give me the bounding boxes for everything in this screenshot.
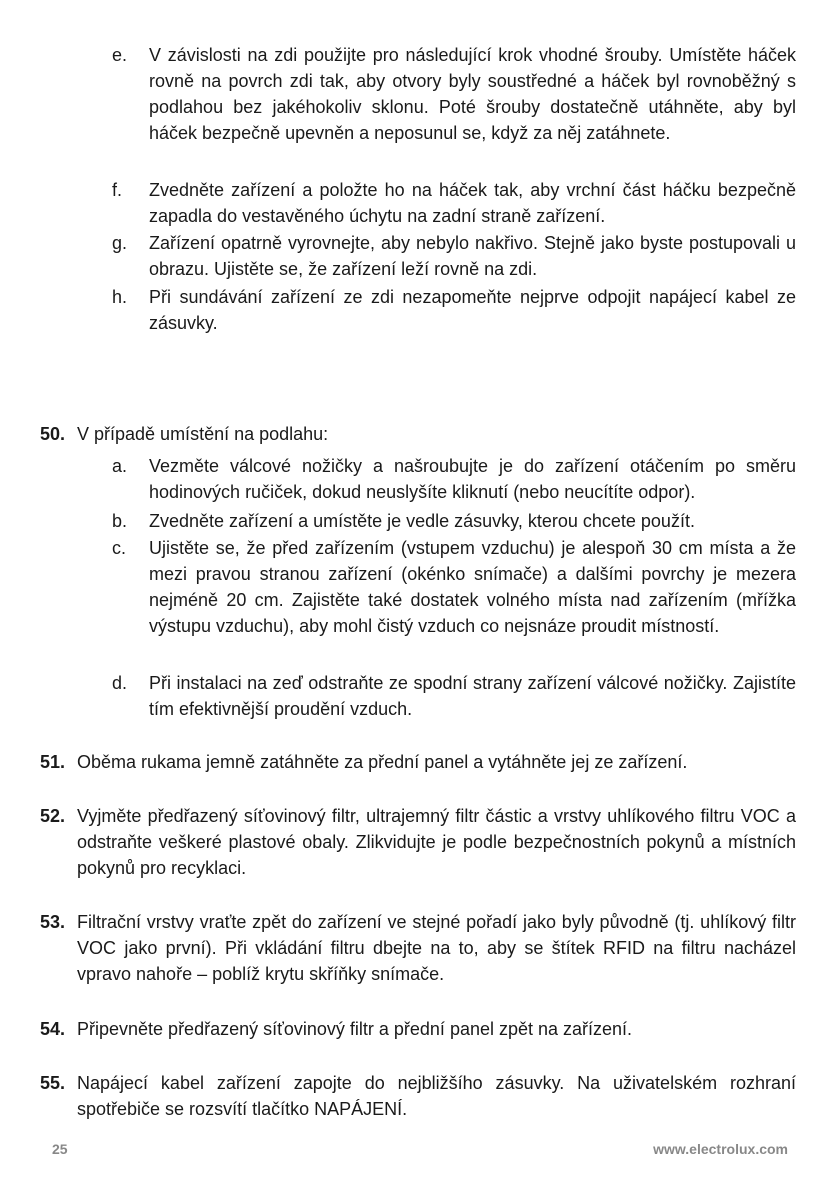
step-text: Napájecí kabel zařízení zapojte do nejbližšího zásuvky. Na uživatelském rozhraní spotřebiče se rozsvítí tlačítko NAPÁJENÍ. xyxy=(77,1073,796,1119)
list-item xyxy=(112,177,796,229)
list-letter: a. xyxy=(112,456,128,476)
list-letter: h. xyxy=(112,287,128,307)
step-50 xyxy=(40,421,796,447)
list-item xyxy=(112,284,796,336)
list-item xyxy=(112,453,796,505)
list-text: Zvedněte zařízení a položte ho na háček tak, aby vrchní část háčku bezpečně zapadla do vestavěného úchytu na zadní straně zařízení. xyxy=(149,180,796,226)
list-item xyxy=(112,535,796,639)
step-51 xyxy=(40,749,796,775)
list-item xyxy=(112,508,796,534)
list-text: Zařízení opatrně vyrovnejte, aby nebylo nakřivo. Stejně jako byste postupovali u obrazu. Ujistěte se, že zařízení leží rovně na zdi. xyxy=(149,233,796,279)
list-text: Při instalaci na zeď odstraňte ze spodní strany zařízení válcové nožičky. Zajistíte tím efektivnější proudění vzduch. xyxy=(149,673,796,719)
list-text: V závislosti na zdi použijte pro následující krok vhodné šrouby. Umístěte háček rovně na povrch zdi tak, aby otvory byly soustředné a háček byl rovnoběžný s podlahou bez jakéhokoliv sklonu. Poté šrouby dostatečně utáhněte, aby byl háček bezpečně upevněn a neposunul se, když za něj zatáhnete. xyxy=(149,45,796,143)
step-52 xyxy=(40,803,796,881)
step-text: Oběma rukama jemně zatáhněte za přední panel a vytáhněte jej ze zařízení. xyxy=(77,752,688,772)
list-letter: d. xyxy=(112,673,128,693)
list-letter: c. xyxy=(112,538,127,558)
step-number: 54. xyxy=(40,1019,66,1039)
step-number: 52. xyxy=(40,806,66,826)
step-53 xyxy=(40,909,796,987)
list-letter: f. xyxy=(112,180,123,200)
step-number: 51. xyxy=(40,752,66,772)
list-text: Zvedněte zařízení a umístěte je vedle zásuvky, kterou chcete použít. xyxy=(149,511,695,531)
step-number: 55. xyxy=(40,1073,66,1093)
step-55 xyxy=(40,1070,796,1122)
step-text: V případě umístění na podlahu: xyxy=(77,424,329,444)
step-text: Vyjměte předřazený síťovinový filtr, ultrajemný filtr částic a vrstvy uhlíkového filtru VOC a odstraňte veškeré plastové obaly. Zlikvidujte je podle bezpečnostních pokynů a místních pokynů pro recyklaci. xyxy=(77,806,796,878)
list-item xyxy=(112,230,796,282)
list-letter: g. xyxy=(112,233,128,253)
step-number: 50. xyxy=(40,424,66,444)
list-text: Ujistěte se, že před zařízením (vstupem vzduchu) je alespoň 30 cm místa a že mezi pravou stranou zařízení (okénko snímače) a dalšími povrchy je mezera nejméně 20 cm. Zajistěte také dostatek volného místa nad zařízením (mřížka výstupu vzduchu), aby mohl čistý vzduch co nejsnáze proudit místností. xyxy=(149,538,796,636)
step-text: Filtrační vrstvy vraťte zpět do zařízení ve stejné pořadí jako byly původně (tj. uhlíkový filtr VOC jako první). Při vkládání filtru dbejte na to, aby se štítek RFID na filtru nacházel vpravo nahoře – poblíž krytu skříňky snímače. xyxy=(77,912,796,984)
step-54 xyxy=(40,1016,796,1042)
step-number: 53. xyxy=(40,912,66,932)
list-item xyxy=(112,670,796,722)
list-letter: b. xyxy=(112,511,128,531)
website-link[interactable]: www.electrolux.com xyxy=(653,1141,788,1157)
page-number: 25 xyxy=(52,1141,68,1157)
list-text: Při sundávání zařízení ze zdi nezapomeňte nejprve odpojit napájecí kabel ze zásuvky. xyxy=(149,287,796,333)
list-letter: e. xyxy=(112,45,128,65)
list-item xyxy=(112,42,796,146)
list-text: Vezměte válcové nožičky a našroubujte je do zařízení otáčením po směru hodinových ručiček, dokud neuslyšíte kliknutí (nebo neucítíte odpor). xyxy=(149,456,796,502)
step-text: Připevněte předřazený síťovinový filtr a přední panel zpět na zařízení. xyxy=(77,1019,633,1039)
